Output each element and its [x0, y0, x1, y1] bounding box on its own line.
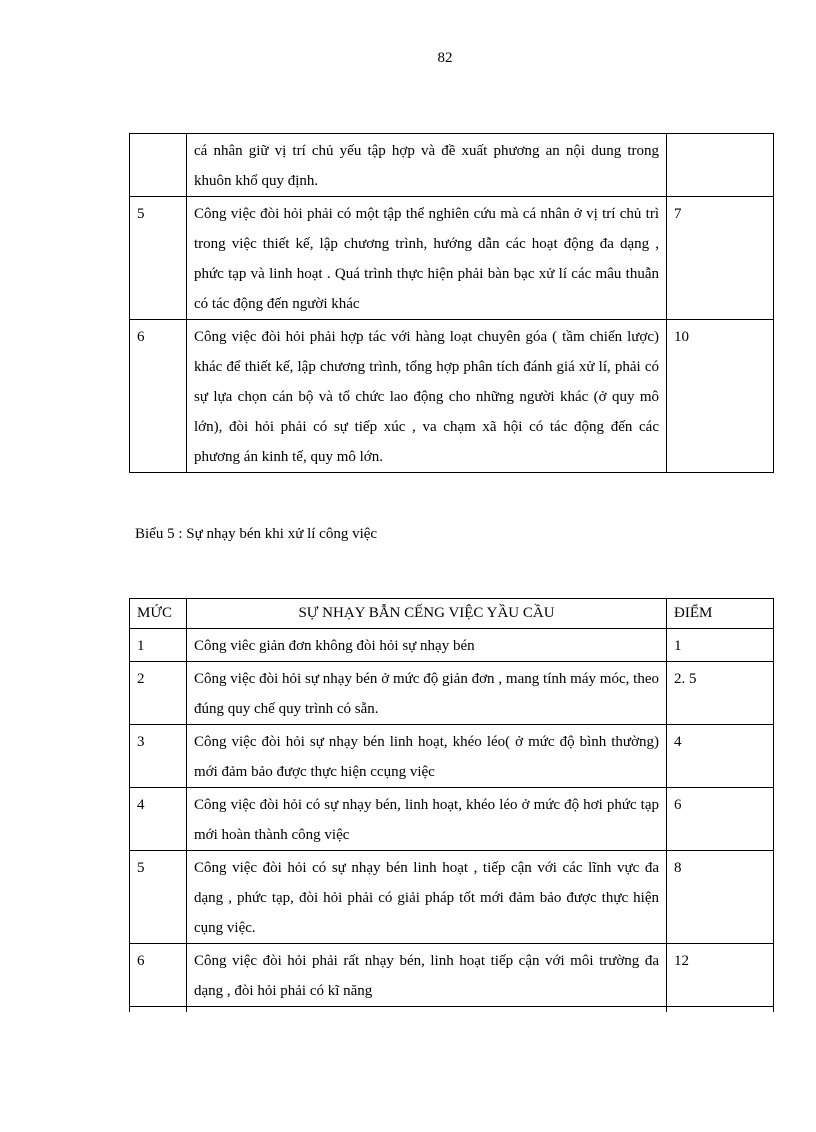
points-header: ĐIỂM: [667, 599, 774, 629]
level-cell: 2: [130, 662, 187, 725]
level-cell: 5: [130, 197, 187, 320]
level-cell: 5: [130, 851, 187, 944]
description-cell: Công việc đòi hỏi phải rất nhạy bén, linh hoạt tiếp cận với môi trường đa dạng , đòi hỏi phải có kĩ năng: [187, 944, 667, 1007]
points-cell: 4: [667, 725, 774, 788]
page-number: 82: [437, 50, 453, 66]
level-header: MỨC: [130, 599, 187, 629]
points-cell: 10: [667, 320, 774, 473]
description-cell: Công viêc giản đơn không đòi hỏi sự nhạy bén: [187, 629, 667, 662]
table-row: [130, 788, 774, 851]
table-row: [130, 944, 774, 1007]
description-cell: Công việc đòi hỏi phải có một tập thể nghiên cứu mà cá nhân ở vị trí chủ trì trong việc thiết kế, lập chương trình, hướng dẫn các hoạt động đa dạng , phức tạp và linh hoạt . Quá trình thực hiện phải bàn bạc xử lí các mâu thuẫn có tác động đến người khác: [187, 197, 667, 320]
points-cell: [667, 134, 774, 197]
table-row: [130, 320, 774, 473]
table-row: [130, 197, 774, 320]
responsiveness-table: [129, 598, 774, 1040]
description-header: SỰ NHẠY BẪN CẾNG VIỆC YẦU CẦU: [187, 599, 667, 629]
level-cell: 1: [130, 629, 187, 662]
page-cut-mask: [129, 1012, 789, 1132]
table-caption: Biểu 5 : Sự nhạy bén khi xử lí công việc: [135, 526, 378, 542]
header-row: [130, 599, 774, 629]
description-cell: Công việc đòi hỏi có sự nhạy bén, linh hoạt, khéo léo ở mức độ hơi phức tạp mới hoàn thành công việc: [187, 788, 667, 851]
level-cell: 6: [130, 320, 187, 473]
level-cell: 6: [130, 944, 187, 1007]
table-row: [130, 662, 774, 725]
table-row: [130, 851, 774, 944]
points-cell: 2. 5: [667, 662, 774, 725]
points-cell: 12: [667, 944, 774, 1007]
description-cell: Công việc đòi hỏi phải hợp tác với hàng loạt chuyên góa ( tầm chiến lược) khác để thiết kế, lập chương trình, tổng hợp phân tích đánh giá xử lí, phải có sự lựa chọn cán bộ và tổ chức lao động cho những người khác (ở quy mô lớn), đòi hỏi phải có sự tiếp xúc , va chạm xã hội có tác động đến các phương án kinh tế, quy mô lớn.: [187, 320, 667, 473]
table-row: [130, 725, 774, 788]
points-cell: 1: [667, 629, 774, 662]
table-row: [130, 629, 774, 662]
level-cell: 4: [130, 788, 187, 851]
description-cell: Công việc đòi hỏi sự nhạy bén ở mức độ giản đơn , mang tính máy móc, theo đúng quy chế quy trình có sẵn.: [187, 662, 667, 725]
points-cell: 8: [667, 851, 774, 944]
job-requirements-table-continued: [129, 133, 774, 473]
description-cell: Công việc đòi hỏi sự nhạy bén linh hoạt, khéo léo( ở mức độ bình thường) mới đảm bảo được thực hiện ccụng việc: [187, 725, 667, 788]
description-cell: Công việc đòi hỏi có sự nhạy bén linh hoạt , tiếp cận với các lĩnh vực đa dạng , phức tạp, đòi hỏi phải có giải pháp tốt mới đảm bảo được thực hiện cụng việc.: [187, 851, 667, 944]
level-cell: [130, 134, 187, 197]
points-cell: 6: [667, 788, 774, 851]
table-row: [130, 134, 774, 197]
points-cell: 7: [667, 197, 774, 320]
description-cell: cá nhân giữ vị trí chủ yếu tập hợp và đề xuất phương an nội dung trong khuôn khổ quy định.: [187, 134, 667, 197]
level-cell: 3: [130, 725, 187, 788]
